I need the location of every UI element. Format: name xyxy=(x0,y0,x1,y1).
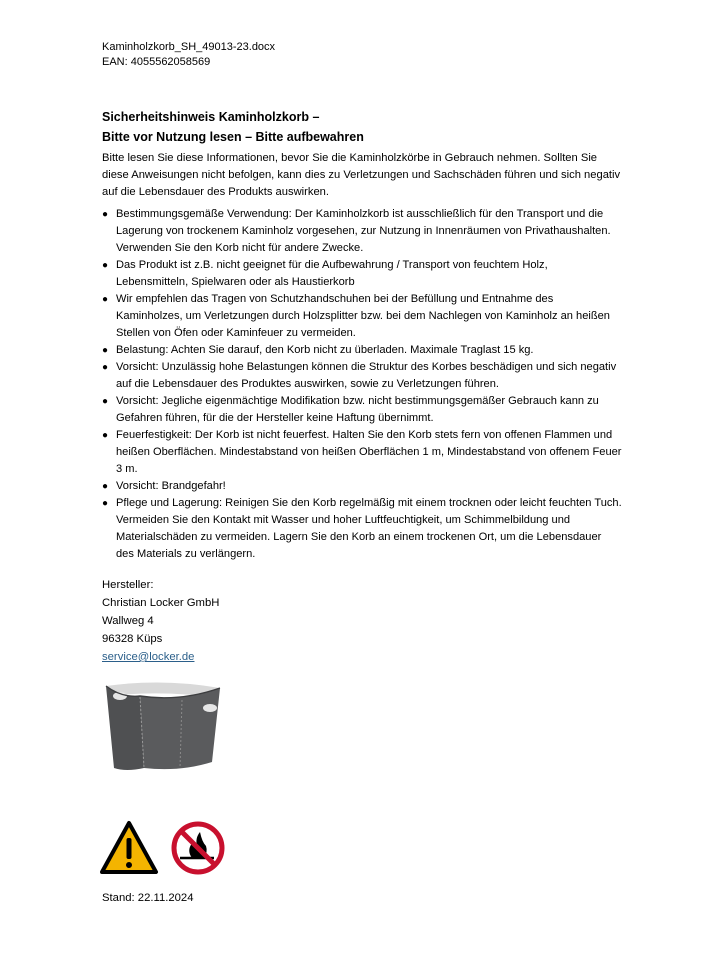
document-title xyxy=(102,107,364,147)
manufacturer-label: Hersteller: xyxy=(102,579,154,591)
bullet-icon: ● xyxy=(102,362,109,373)
title-line-2: Bitte vor Nutzung lesen – Bitte aufbewahren xyxy=(102,130,364,144)
product-photo-basket xyxy=(100,676,226,778)
ean-code: EAN: 4055562058569 xyxy=(102,56,211,68)
manufacturer-street: Wallweg 4 xyxy=(102,615,154,627)
bullet-icon: ● xyxy=(102,498,109,509)
manufacturer-city: 96328 Küps xyxy=(102,633,163,645)
list-item: ● Vorsicht: Jegliche eigenmächtige Modifikation bzw. nicht bestimmungsgemäßer Gebrauch kann zu Gefahren führen, für die der Hersteller keine Haftung übernimmt. xyxy=(102,395,599,424)
warning-triangle-icon xyxy=(102,823,156,872)
no-open-flame-icon xyxy=(174,824,222,872)
list-item: ● Vorsicht: Brandgefahr! xyxy=(102,478,622,495)
list-item: ● Pflege und Lagerung: Reinigen Sie den Korb regelmäßig mit einem trocknen oder leicht feuchten Tuch. Vermeiden Sie den Kontakt mit Wasser und hoher Luftfeuchtigkeit, um Schimmelbildung und Materialschäden zu vermeiden. Lagern Sie den Korb an einem trockenen Ort, um die Lebensdauer des Materials zu verlängern. xyxy=(102,497,622,560)
bullet-icon: ● xyxy=(102,481,109,492)
title-line-1: Sicherheitshinweis Kaminholzkorb – xyxy=(102,110,320,124)
document-date: Stand: 22.11.2024 xyxy=(102,892,194,904)
email-link[interactable]: service@locker.de xyxy=(102,651,195,663)
safety-symbols xyxy=(100,820,230,876)
bullet-icon: ● xyxy=(102,345,109,356)
bullet-icon: ● xyxy=(102,260,109,271)
safety-notes-list xyxy=(102,206,622,563)
manufacturer-block xyxy=(102,576,219,666)
bullet-icon: ● xyxy=(102,294,109,305)
list-item: ● Feuerfestigkeit: Der Korb ist nicht feuerfest. Halten Sie den Korb stets fern von offenen Flammen und heißen Oberflächen. Mindestabstand von heißen Oberflächen 1 m, Mindestabstand von offenem Feuer 3 m. xyxy=(102,429,622,475)
bullet-icon: ● xyxy=(102,209,109,220)
list-item: ● Das Produkt ist z.B. nicht geeignet für die Aufbewahrung / Transport von feuchtem Holz, Lebensmitteln, Spielwaren oder als Haustierkorb xyxy=(102,259,548,288)
bullet-icon: ● xyxy=(102,396,109,407)
intro-paragraph: Bitte lesen Sie diese Informationen, bevor Sie die Kaminholzkörbe in Gebrauch nehmen. Sollten Sie diese Anweisungen nicht befolgen, kann dies zu Verletzungen und Sachschäden führen und sich negativ auf die Lebensdauer des Produkts auswirken. xyxy=(102,152,621,198)
document-header xyxy=(102,40,275,70)
bullet-icon: ● xyxy=(102,430,109,441)
list-item: ● Wir empfehlen das Tragen von Schutzhandschuhen bei der Befüllung und Entnahme des Kaminholzes, um Verletzungen durch Holzsplitter bzw. bei dem Nachlegen von Kaminholz an heißen Stellen von Öfen oder Kaminfeuer zu vermeiden. xyxy=(102,293,610,339)
manufacturer-company: Christian Locker GmbH xyxy=(102,597,220,609)
list-item: ● Vorsicht: Unzulässig hohe Belastungen können die Struktur des Korbes beschädigen und sich negativ auf die Lebensdauer des Produktes auswirken, sowie zu Verletzungen führen. xyxy=(102,361,617,390)
list-item: ● Belastung: Achten Sie darauf, den Korb nicht zu überladen. Maximale Traglast 15 kg. xyxy=(102,342,622,359)
list-item: ● Bestimmungsgemäße Verwendung: Der Kaminholzkorb ist ausschließlich für den Transport und die Lagerung von trockenem Kaminholz vorgesehen, zur Nutzung in Innenräumen von Privathaushalten. Verwenden Sie den Korb nicht für andere Zwecke. xyxy=(102,208,611,254)
file-name: Kaminholzkorb_SH_49013-23.docx xyxy=(102,41,276,53)
